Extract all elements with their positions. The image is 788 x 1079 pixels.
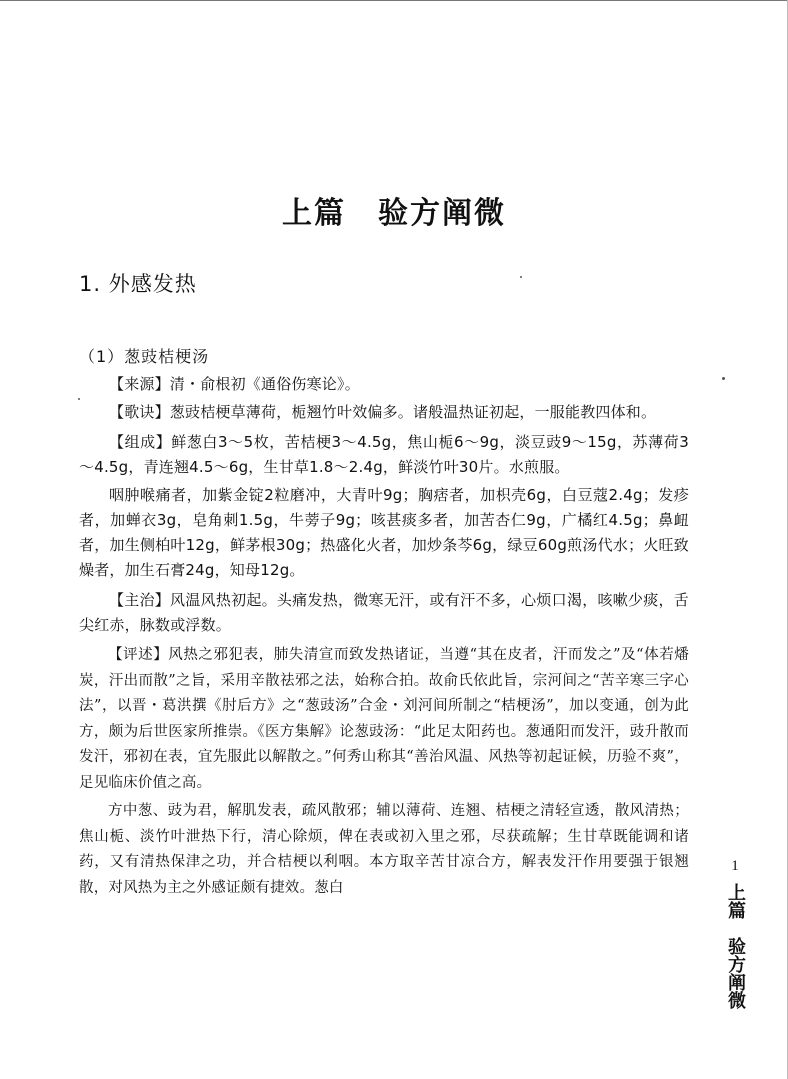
scan-speck xyxy=(722,377,725,380)
page-number: 1 xyxy=(731,858,739,874)
scan-speck xyxy=(520,276,522,278)
paragraph-commentary: 【评述】风热之邪犯表，肺失清宣而致发热诸证，当遵“其在皮者，汗而发之”及“体若燔炭，汗出而散”之旨，采用辛散祛邪之法，始称合拍。故俞氏依此旨，宗河间之“苦辛寒三字心法”，以晋・葛洪撰《肘后方》之“葱豉汤”合金・刘河间所制之“桔梗汤”，加以变通，创为此方，颇为后世医家所推崇。《医方集解》论葱豉汤：“此足太阳药也。葱通阳而发汗，豉升散而发汗，邪初在表，宜先服此以解散之。”何秀山称其“善治风温、风热等初起证候，历验不爽”，足见临床价值之高。 xyxy=(79,647,689,791)
paragraph-indications: 【主治】风温风热初起。头痛发热，微寒无汗，或有汗不多，心烦口渴，咳嗽少痰，舌尖红赤，脉数或浮数。 xyxy=(79,591,689,634)
paragraph-modifications: 咽肿喉痛者，加紫金锭2粒磨冲，大青叶9g；胸痞者，加枳壳6g，白豆蔻2.4g；发疹者，加蝉衣3g，皂角刺1.5g，牛蒡子9g；咳甚痰多者，加苦杏仁9g，广橘红4.5g；鼻衄者，加生侧柏叶12g，鲜茅根30g；热盛化火者，加炒条芩6g，绿豆60g煎汤代水；火旺致燥者，加生石膏24g，知母12g。 xyxy=(79,486,689,579)
paragraph-analysis: 方中葱、豉为君，解肌发表，疏风散邪；辅以薄荷、连翘、桔梗之清轻宣透，散风清热；焦山栀、淡竹叶泄热下行，清心除烦，俾在表或初入里之邪，尽获疏解；生甘草既能调和诸药，又有清热保津之功，并合桔梗以利咽。本方取辛苦甘凉合方，解表发汗作用要强于银翘散，对风热为主之外感证颇有捷效。葱白 xyxy=(79,803,689,896)
paragraph-verse: 【歌诀】葱豉桔梗草薄荷，栀翘竹叶效偏多。诸般温热证初起，一服能教四体和。 xyxy=(109,403,657,421)
formula-heading: （1）葱豉桔梗汤 xyxy=(79,347,210,366)
paragraph-source: 【来源】清・俞根初《通俗伤寒论》。 xyxy=(109,375,360,393)
scan-speck xyxy=(78,398,80,400)
paragraph-composition: 【组成】鲜葱白3～5枚，苦桔梗3～4.5g，焦山栀6～9g，淡豆豉9～15g，苏薄荷3～4.5g，青连翘4.5～6g，生甘草1.8～2.4g，鲜淡竹叶30片。水煎服。 xyxy=(79,433,689,476)
section-heading: 1. 外感发热 xyxy=(79,272,197,296)
body-text xyxy=(79,372,689,901)
side-tab-label: 上篇 验方阐微 xyxy=(725,883,746,1009)
side-tab xyxy=(724,858,746,1009)
page-top-border xyxy=(0,0,788,1)
chapter-title: 上篇 验方阐微 xyxy=(282,196,506,232)
